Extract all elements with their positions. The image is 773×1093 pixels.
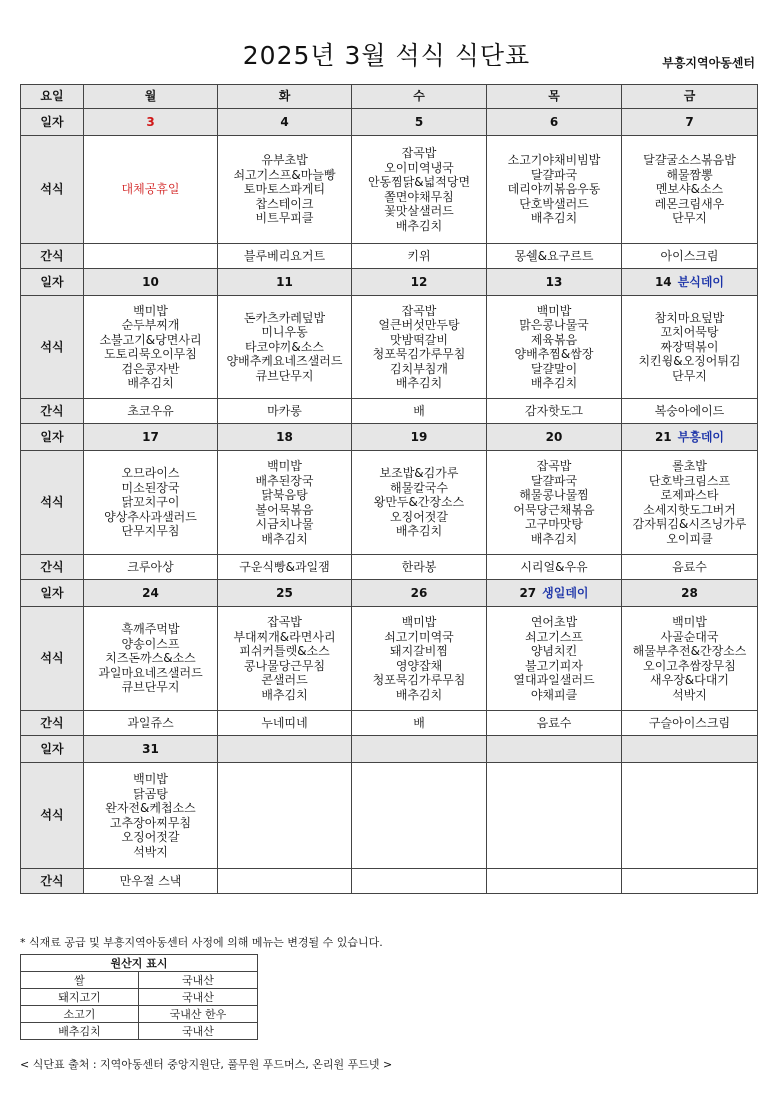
menu-item: 달걀굴소스볶음밥 xyxy=(643,153,736,168)
menu-item: 소불고기&당면사리 xyxy=(99,332,202,347)
snack-cell: 음료수 xyxy=(487,711,622,736)
date-cell xyxy=(84,580,218,607)
menu-item: 소고기야채비빔밥 xyxy=(507,153,601,168)
origin-item: 쌀 xyxy=(21,972,139,989)
event-day-tag: 부흥데이 xyxy=(677,429,725,444)
menu-item: 소세지핫도그버거 xyxy=(643,502,736,517)
menu-item: 오이고추쌈장무침 xyxy=(643,658,736,673)
menu-item: 배추된장국 xyxy=(255,473,314,488)
date-number: 19 xyxy=(410,429,428,444)
date-cell xyxy=(487,424,622,451)
menu-source: < 식단표 출처 : 지역아동센터 중앙지원단, 풀무원 푸드머스, 온리원 푸드넷 > xyxy=(20,1058,393,1071)
menu-item: 맑은콩나물국 xyxy=(519,318,589,332)
menu-item: 짜장떡볶이 xyxy=(660,339,719,354)
date-row xyxy=(21,736,758,763)
date-number: 11 xyxy=(276,274,293,289)
snack-cell: 시리얼&우유 xyxy=(487,555,622,580)
date-row xyxy=(21,269,758,296)
menu-item: 쇠고기미역국 xyxy=(384,629,454,644)
event-day-tag: 분식데이 xyxy=(677,274,725,289)
snack-cell xyxy=(84,244,218,269)
date-cell xyxy=(84,109,218,136)
menu-item: 큐브단무지 xyxy=(255,368,314,383)
menu-item: 오징어젓갈 xyxy=(390,509,448,524)
snack-row xyxy=(21,244,758,269)
menu-item: 쫄면야채무침 xyxy=(384,189,454,204)
menu-item: 맛밤떡갈비 xyxy=(390,332,448,347)
origin-country: 국내산 xyxy=(139,989,258,1006)
menu-item: 오이피클 xyxy=(666,531,713,546)
snack-label: 간식 xyxy=(21,399,84,424)
snack-cell: 마카롱 xyxy=(218,399,352,424)
menu-item: 석박지 xyxy=(672,687,707,702)
date-cell xyxy=(622,269,758,296)
date-number: 27 xyxy=(519,585,537,600)
menu-item: 쇠고기스프 xyxy=(525,629,583,644)
date-cell xyxy=(487,109,622,136)
dinner-menu-cell xyxy=(622,451,758,555)
menu-item: 왕만두&간장소스 xyxy=(373,495,465,510)
menu-item: 열대과일샐러드 xyxy=(513,673,595,687)
menu-item: 보조밥&김가루 xyxy=(379,466,459,481)
center-name: 부흥지역아동센터 xyxy=(662,56,755,70)
menu-item: 해물부추전&간장소스 xyxy=(632,644,747,658)
menu-item: 토마토스파게티 xyxy=(243,182,326,197)
snack-cell: 과일쥬스 xyxy=(84,711,218,736)
menu-item: 백미밥 xyxy=(672,615,707,629)
snack-cell: 감자핫도그 xyxy=(487,399,622,424)
snack-cell: 복숭아에이드 xyxy=(622,399,758,424)
dinner-menu-cell xyxy=(84,136,218,244)
date-number: 24 xyxy=(142,585,159,600)
menu-item: 배추김치 xyxy=(261,687,308,702)
menu-item: 닭북음탕 xyxy=(261,488,308,502)
menu-item: 오이미역냉국 xyxy=(384,160,454,175)
snack-cell: 구슬아이스크림 xyxy=(622,711,758,736)
date-row xyxy=(21,109,758,136)
origin-item: 돼지고기 xyxy=(21,989,139,1006)
origin-item: 소고기 xyxy=(21,1006,139,1023)
snack-row xyxy=(21,399,758,424)
snack-cell: 배 xyxy=(352,711,487,736)
menu-item: 오징어젓갈 xyxy=(121,830,180,844)
dinner-menu-cell xyxy=(84,607,218,711)
date-cell xyxy=(352,269,487,296)
menu-item: 청포묵김가루무침 xyxy=(372,347,466,361)
date-number: 7 xyxy=(685,114,694,129)
menu-item: 레몬크림새우 xyxy=(654,196,725,211)
menu-item: 참치마요덮밥 xyxy=(654,310,725,325)
date-number: 26 xyxy=(410,585,428,600)
menu-item: 멘보샤&소스 xyxy=(655,182,724,197)
snack-cell: 몽쉘&요구르트 xyxy=(487,244,622,269)
snack-label: 간식 xyxy=(21,555,84,580)
date-cell xyxy=(487,736,622,763)
dinner-label: 석식 xyxy=(21,136,84,244)
menu-item: 데리야끼볶음우동 xyxy=(507,182,601,197)
dinner-menu-cell xyxy=(84,296,218,399)
menu-item: 배추김치 xyxy=(395,376,443,390)
menu-item: 해물짬뽕 xyxy=(666,167,713,182)
snack-cell: 초코우유 xyxy=(84,399,218,424)
origin-country: 국내산 한우 xyxy=(139,1006,258,1023)
menu-item: 치킨윙&오징어튀김 xyxy=(638,354,741,369)
snack-cell: 배 xyxy=(352,399,487,424)
date-label: 일자 xyxy=(21,269,84,296)
menu-item: 사골순대국 xyxy=(660,629,719,644)
menu-item: 양상추사과샐러드 xyxy=(104,509,197,524)
menu-item: 큐브단무지 xyxy=(121,680,180,695)
dinner-menu-cell xyxy=(622,136,758,244)
snack-cell: 누네띠네 xyxy=(218,711,352,736)
dinner-menu-cell xyxy=(218,136,352,244)
weekday-cell: 목 xyxy=(487,85,622,109)
date-cell xyxy=(218,424,352,451)
dinner-label: 석식 xyxy=(21,607,84,711)
menu-item: 미니우동 xyxy=(261,325,308,340)
dinner-label: 석식 xyxy=(21,296,84,399)
dinner-menu-cell xyxy=(84,763,218,869)
menu-item: 미소된장국 xyxy=(121,480,180,495)
date-cell xyxy=(622,736,758,763)
snack-cell xyxy=(218,869,352,894)
menu-item: 제육볶음 xyxy=(530,332,578,347)
event-day-tag: 생일데이 xyxy=(542,585,589,600)
menu-item: 얼큰버섯만두탕 xyxy=(378,318,460,332)
dinner-menu-cell xyxy=(218,607,352,711)
date-number: 20 xyxy=(545,429,563,444)
dinner-row xyxy=(21,451,758,555)
date-cell xyxy=(622,109,758,136)
date-row xyxy=(21,580,758,607)
origin-country: 국내산 xyxy=(139,972,258,989)
menu-item: 타코야끼&소스 xyxy=(245,339,324,354)
menu-item: 고구마맛탕 xyxy=(525,517,583,531)
snack-cell: 아이스크림 xyxy=(622,244,758,269)
dinner-menu-cell xyxy=(352,451,487,555)
origin-item: 배추김치 xyxy=(21,1023,139,1040)
menu-item: 야채피클 xyxy=(530,687,578,702)
menu-item: 단무지 xyxy=(672,211,707,226)
date-number: 14 xyxy=(654,274,672,289)
menu-item: 어묵당근채볶음 xyxy=(513,502,595,517)
date-number: 25 xyxy=(276,585,293,600)
menu-item: 잡곡밥 xyxy=(401,146,437,160)
origin-table xyxy=(20,954,258,1040)
menu-item: 배추김치 xyxy=(395,524,443,539)
date-cell xyxy=(487,580,622,607)
menu-item: 순두부찌개 xyxy=(121,318,180,332)
date-cell xyxy=(84,269,218,296)
dinner-menu-cell xyxy=(218,763,352,869)
menu-item: 과일마요네즈샐러드 xyxy=(98,665,203,680)
dinner-menu-cell xyxy=(487,763,622,869)
dinner-menu-cell xyxy=(622,607,758,711)
menu-item: 백미밥 xyxy=(133,772,168,786)
menu-item: 김치부침개 xyxy=(390,361,448,376)
date-number: 10 xyxy=(142,274,159,289)
menu-item: 연어초밥 xyxy=(530,615,578,629)
menu-item: 치즈돈까스&소스 xyxy=(105,651,196,666)
menu-item: 콩나물당근무침 xyxy=(243,658,326,673)
snack-cell xyxy=(352,869,487,894)
menu-item: 흑깨주먹밥 xyxy=(121,622,180,637)
dinner-menu-cell xyxy=(487,451,622,555)
dinner-menu-cell xyxy=(84,451,218,555)
snack-label: 간식 xyxy=(21,869,84,894)
menu-item: 새우장&다대기 xyxy=(650,673,729,687)
dinner-menu-cell xyxy=(622,296,758,399)
menu-item: 배추김치 xyxy=(530,531,578,546)
menu-item: 백미밥 xyxy=(401,615,437,629)
menu-item: 고추장아찌무침 xyxy=(109,815,192,830)
menu-item: 닭곰탕 xyxy=(133,786,168,801)
dinner-row xyxy=(21,763,758,869)
date-cell xyxy=(622,424,758,451)
menu-item: 양념치킨 xyxy=(530,644,578,658)
date-number: 18 xyxy=(276,429,293,444)
menu-item: 단무지 xyxy=(672,368,707,383)
menu-item: 유부초밥 xyxy=(261,153,308,168)
date-number: 6 xyxy=(549,114,559,129)
menu-item: 영양잡채 xyxy=(395,658,443,673)
dinner-row xyxy=(21,296,758,399)
change-notice: * 식재료 공급 및 부흥지역아동센터 사정에 의해 메뉴는 변경될 수 있습니다. xyxy=(20,936,383,949)
dinner-menu-cell xyxy=(218,451,352,555)
weekday-cell: 금 xyxy=(622,85,758,109)
dinner-menu-cell xyxy=(487,296,622,399)
snack-cell: 한라봉 xyxy=(352,555,487,580)
date-label: 일자 xyxy=(21,736,84,763)
menu-item: 달걀말이 xyxy=(530,361,578,376)
menu-item: 피쉬커틀렛&소스 xyxy=(239,644,330,658)
menu-item: 시금치나물 xyxy=(255,517,314,531)
date-cell xyxy=(622,580,758,607)
date-number: 5 xyxy=(414,114,424,129)
menu-item: 잡곡밥 xyxy=(401,303,437,318)
menu-item: 쇠고기스프&마늘빵 xyxy=(233,167,336,182)
date-number: 28 xyxy=(681,585,698,600)
date-cell xyxy=(352,580,487,607)
menu-item: 백미밥 xyxy=(267,459,302,473)
menu-item: 배추김치 xyxy=(395,218,443,233)
menu-item: 잡곡밥 xyxy=(536,459,572,473)
dinner-row xyxy=(21,136,758,244)
dinner-menu-cell xyxy=(487,607,622,711)
menu-item: 꽃맛살샐러드 xyxy=(384,204,454,218)
date-number: 4 xyxy=(280,114,289,129)
menu-item: 배추김치 xyxy=(127,376,174,390)
date-cell xyxy=(84,424,218,451)
date-cell xyxy=(352,424,487,451)
snack-cell: 만우절 스낵 xyxy=(84,869,218,894)
dinner-menu-cell xyxy=(352,763,487,869)
menu-item: 백미밥 xyxy=(133,303,168,318)
menu-item: 비트무피클 xyxy=(255,211,314,226)
menu-item: 해물칼국수 xyxy=(390,480,448,495)
menu-table xyxy=(20,84,758,894)
snack-row xyxy=(21,869,758,894)
date-cell xyxy=(218,580,352,607)
snack-cell xyxy=(622,869,758,894)
menu-item: 감자튀김&시즈닝가루 xyxy=(632,517,747,531)
dinner-menu-cell xyxy=(622,763,758,869)
dinner-menu-cell xyxy=(218,296,352,399)
snack-cell: 키위 xyxy=(352,244,487,269)
date-number: 3 xyxy=(146,114,155,129)
dinner-menu-cell xyxy=(352,296,487,399)
snack-cell: 음료수 xyxy=(622,555,758,580)
menu-item: 배추김치 xyxy=(530,376,578,390)
dinner-menu-cell xyxy=(352,136,487,244)
menu-item: 완자전&케첩소스 xyxy=(105,801,196,815)
date-number: 17 xyxy=(142,429,159,444)
menu-item: 찹스테이크 xyxy=(255,196,314,211)
date-cell xyxy=(84,736,218,763)
date-label: 일자 xyxy=(21,109,84,136)
menu-item: 부대찌개&라면사리 xyxy=(233,629,336,644)
dinner-label: 석식 xyxy=(21,763,84,869)
snack-cell xyxy=(487,869,622,894)
menu-item: 양배추찜&쌈장 xyxy=(514,347,594,361)
date-cell xyxy=(218,736,352,763)
dinner-label: 석식 xyxy=(21,451,84,555)
menu-item: 배추김치 xyxy=(261,531,308,546)
dinner-menu-cell xyxy=(487,136,622,244)
menu-item: 단호박샐러드 xyxy=(519,196,589,211)
day-label: 요일 xyxy=(21,85,84,109)
menu-item: 로제파스타 xyxy=(660,488,719,502)
menu-item: 도토리묵오이무침 xyxy=(104,347,197,361)
menu-item: 단호박크림스프 xyxy=(648,473,731,488)
menu-item: 배추김치 xyxy=(395,687,443,702)
snack-cell: 블루베리요거트 xyxy=(218,244,352,269)
menu-item: 롤초밥 xyxy=(672,459,707,473)
date-cell xyxy=(218,269,352,296)
menu-item: 석박지 xyxy=(133,844,168,859)
menu-item: 안동찜닭&넓적당면 xyxy=(367,175,471,189)
menu-item: 불고기피자 xyxy=(525,658,583,673)
snack-cell: 크루아상 xyxy=(84,555,218,580)
date-label: 일자 xyxy=(21,424,84,451)
dinner-menu-cell xyxy=(352,607,487,711)
menu-item: 배추김치 xyxy=(530,211,578,226)
origin-country: 국내산 xyxy=(139,1023,258,1040)
date-cell xyxy=(218,109,352,136)
snack-cell: 구운식빵&과일잼 xyxy=(218,555,352,580)
snack-row xyxy=(21,555,758,580)
menu-item: 잡곡밥 xyxy=(267,615,302,629)
snack-row xyxy=(21,711,758,736)
menu-item: 달걀파국 xyxy=(530,473,578,488)
menu-item: 콘샐러드 xyxy=(261,673,308,687)
menu-item: 닭꼬치구이 xyxy=(121,495,180,510)
date-number: 21 xyxy=(654,429,672,444)
menu-item: 백미밥 xyxy=(536,303,572,318)
weekday-cell: 수 xyxy=(352,85,487,109)
date-cell xyxy=(352,109,487,136)
menu-item: 돼지갈비찜 xyxy=(390,644,448,658)
dinner-row xyxy=(21,607,758,711)
menu-item: 오므라이스 xyxy=(121,466,180,481)
menu-item: 청포묵김가루무침 xyxy=(372,673,466,687)
menu-item: 양송이스프 xyxy=(121,636,180,651)
menu-item: 달걀파국 xyxy=(530,167,578,182)
menu-item: 양배추케요네즈샐러드 xyxy=(226,354,343,369)
weekday-header-row xyxy=(21,85,758,109)
menu-item: 꼬치어묵탕 xyxy=(660,325,719,340)
menu-item: 돈카츠카레덮밥 xyxy=(243,310,326,325)
menu-item: 검은콩자반 xyxy=(121,361,180,376)
origin-header: 원산지 표시 xyxy=(21,955,258,972)
holiday-label: 대체공휴일 xyxy=(121,182,180,197)
weekday-cell: 화 xyxy=(218,85,352,109)
date-label: 일자 xyxy=(21,580,84,607)
snack-label: 간식 xyxy=(21,711,84,736)
menu-item: 단무지무침 xyxy=(121,524,180,539)
date-cell xyxy=(352,736,487,763)
date-number: 13 xyxy=(545,274,563,289)
date-number: 31 xyxy=(142,741,159,756)
snack-label: 간식 xyxy=(21,244,84,269)
date-number: 12 xyxy=(410,274,428,289)
date-row xyxy=(21,424,758,451)
menu-item: 볼어묵볶음 xyxy=(255,502,314,517)
weekday-cell: 월 xyxy=(84,85,218,109)
date-cell xyxy=(487,269,622,296)
menu-item: 해물콩나물찜 xyxy=(519,488,589,502)
page-title: 2025년 3월 석식 식단표 xyxy=(242,41,531,70)
